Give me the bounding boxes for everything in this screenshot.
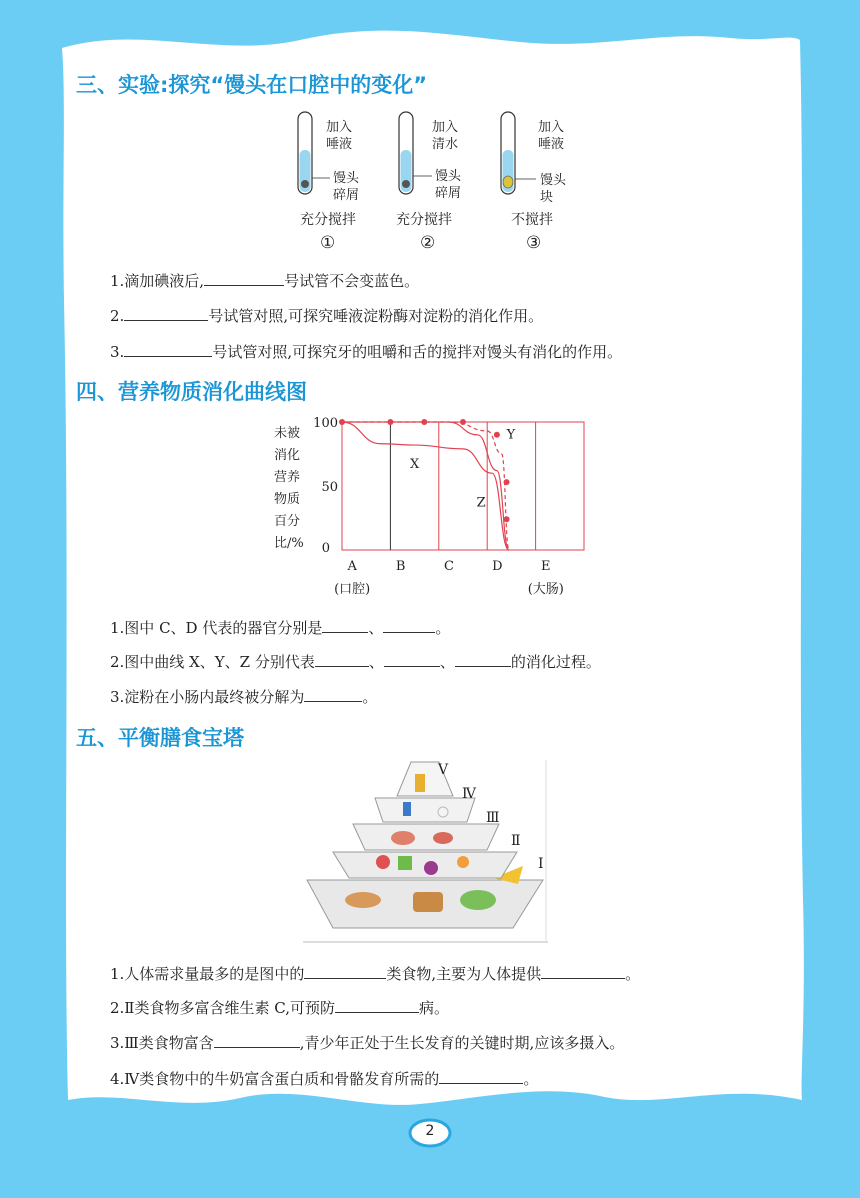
data-point (339, 419, 345, 425)
answer-blank[interactable] (541, 964, 625, 979)
pyramid-level-2 (333, 852, 517, 878)
data-point (504, 516, 510, 522)
section5-title: 五、平衡膳食宝塔 (76, 726, 244, 750)
answer-blank[interactable] (124, 342, 212, 357)
tube2-number: ② (420, 233, 436, 253)
s3-question-2: 2. 号试管对照,可探究唾液淀粉酶对淀粉的消化作用。 (110, 307, 544, 325)
section4-title: 四、营养物质消化曲线图 (76, 380, 307, 404)
x-tick-label: D (492, 559, 503, 574)
s3-question-1: 1.滴加碘液后, 号试管不会变蓝色。 (110, 272, 420, 290)
x-tick-label: E (541, 559, 551, 574)
data-point (460, 419, 466, 425)
s5-question-2: 2.Ⅱ类食物多富含维生素 C,可预防 病。 (110, 999, 450, 1017)
tube1-number: ① (320, 233, 336, 253)
answer-blank[interactable] (304, 687, 362, 702)
data-point (504, 479, 510, 485)
tube1-bottom-label: 馒头 碎屑 (333, 171, 360, 203)
answer-blank[interactable] (204, 271, 284, 286)
tube3-top-label: 加入 唾液 (538, 120, 565, 152)
x-tick-label: B (395, 559, 406, 574)
data-point (387, 419, 393, 425)
answer-blank[interactable] (315, 652, 369, 667)
level-label-1: Ⅰ (538, 856, 544, 872)
x-tick-note: (大肠) (527, 582, 564, 597)
curve-label-z: Z (476, 495, 486, 511)
curve-label-x: X (409, 457, 420, 473)
answer-blank[interactable] (322, 618, 368, 633)
x-tick-note: (口腔) (334, 582, 371, 597)
answer-blank[interactable] (335, 998, 419, 1013)
s5-question-1: 1.人体需求量最多的是图中的 类食物,主要为人体提供 。 (110, 965, 641, 983)
y-tick-label: 0 (321, 541, 330, 556)
tube1-caption: 充分搅拌 (300, 212, 356, 228)
x-tick-label: C (444, 559, 454, 574)
data-point (494, 432, 500, 438)
s4-question-1: 1.图中 C、D 代表的器官分别是 、 。 (110, 619, 451, 637)
answer-blank[interactable] (124, 306, 208, 321)
tube3-bottom-label: 馒头 块 (540, 173, 567, 205)
page-number: 2 (425, 1123, 435, 1139)
food-pyramid-image (303, 760, 548, 944)
tube2-bottom-label: 馒头 碎屑 (435, 169, 462, 201)
answer-blank[interactable] (384, 652, 440, 667)
s5-question-4: 4.Ⅳ类食物中的牛奶富含蛋白质和骨骼发育所需的 。 (110, 1070, 539, 1088)
chart-frame (342, 422, 584, 550)
curve-label-y: Y (506, 427, 516, 443)
s4-question-2: 2.图中曲线 X、Y、Z 分别代表 、 、 的消化过程。 (110, 653, 601, 671)
section3-title: 三、实验:探究“馒头在口腔中的变化” (76, 73, 428, 97)
test-tube-2 (399, 112, 413, 194)
answer-blank[interactable] (214, 1033, 300, 1048)
s4-question-3: 3.淀粉在小肠内最终被分解为 。 (110, 688, 378, 706)
y-tick-label: 50 (321, 480, 338, 495)
tube2-top-label: 加入 清水 (432, 120, 459, 152)
level-label-2: Ⅱ (511, 833, 521, 849)
data-point (421, 419, 427, 425)
answer-blank[interactable] (383, 618, 435, 633)
y-tick-label: 100 (313, 416, 338, 431)
level-label-3: Ⅲ (486, 810, 500, 826)
s3-question-3: 3. 号试管对照,可探究牙的咀嚼和舌的搅拌对馒头有消化的作用。 (110, 343, 623, 361)
level-label-5: Ⅴ (438, 762, 449, 778)
test-tube-1 (298, 112, 312, 194)
curve-z (342, 422, 509, 550)
test-tube-3 (501, 112, 515, 194)
answer-blank[interactable] (304, 964, 386, 979)
chart-ylabel: 未被 消化 营养 物质 百分 比/% (274, 426, 304, 551)
tube1-top-label: 加入 唾液 (326, 120, 353, 152)
x-tick-label: A (347, 559, 357, 574)
digestion-curve-chart (300, 410, 600, 600)
tube3-caption: 不搅拌 (511, 212, 553, 228)
pyramid-level-3 (353, 824, 499, 850)
answer-blank[interactable] (439, 1069, 523, 1084)
level-label-4: Ⅳ (462, 786, 476, 802)
answer-blank[interactable] (455, 652, 511, 667)
tube3-number: ③ (526, 233, 542, 253)
tube2-caption: 充分搅拌 (396, 212, 452, 228)
pyramid-level-4 (375, 798, 475, 822)
s5-question-3: 3.Ⅲ类食物富含 ,青少年正处于生长发育的关键时期,应该多摄入。 (110, 1034, 625, 1052)
